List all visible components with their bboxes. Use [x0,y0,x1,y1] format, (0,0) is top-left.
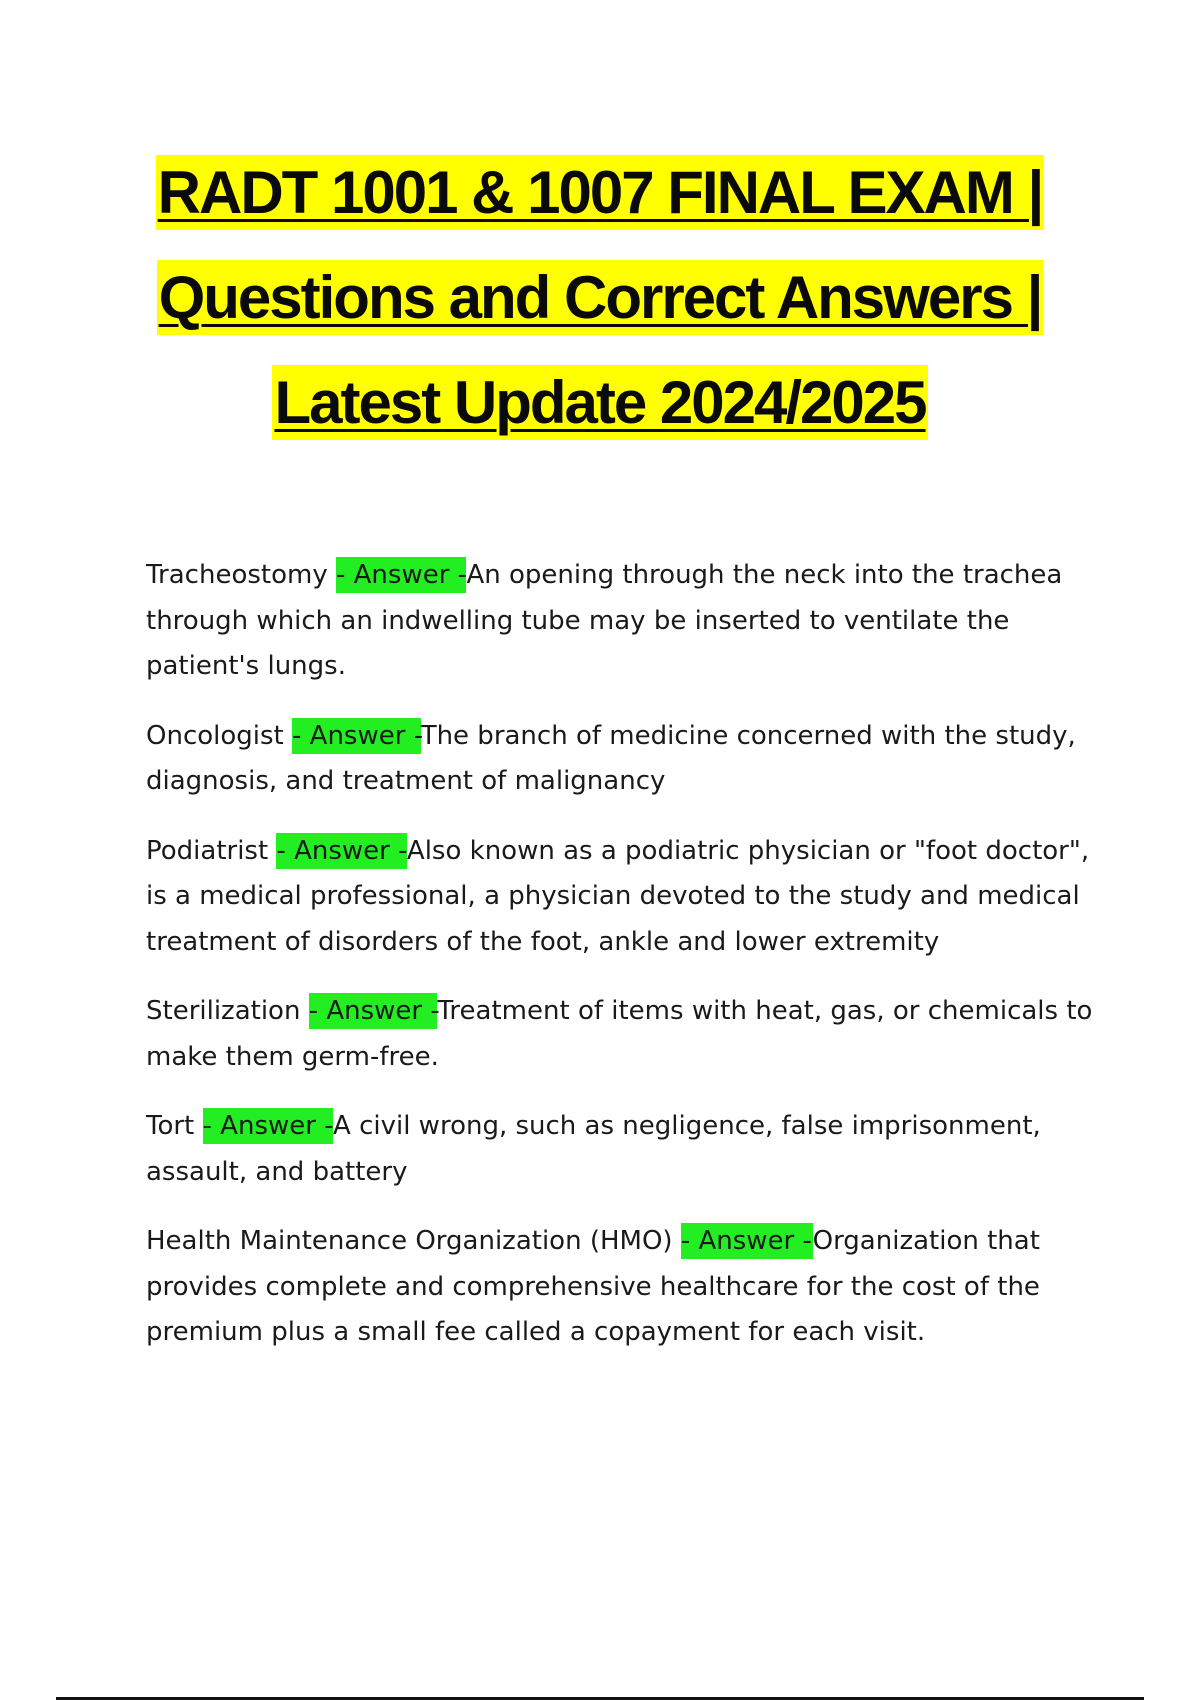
qa-term: Health Maintenance Organization (HMO) [146,1226,681,1256]
qa-entry-sterilization [146,989,1096,1080]
qa-answer: The branch of medicine concerned with the study, diagnosis, and treatment of malignancy [146,720,1076,796]
title-line-3-text: Latest Update 2024/2025 [272,365,927,440]
answer-separator: - Answer - [292,718,421,754]
title-line-1-text: RADT 1001 & 1007 FINAL EXAM | [156,155,1045,230]
title-line-2 [80,245,1120,350]
qa-entry-podiatrist [146,829,1096,966]
qa-list [146,553,1096,1380]
document-title [80,140,1120,455]
title-line-2-text: Questions and Correct Answers | [157,260,1044,335]
answer-separator: - Answer - [309,993,438,1029]
answer-separator: - Answer - [276,833,406,869]
qa-answer: A civil wrong, such as negligence, false imprisonment, assault, and battery [146,1111,1041,1187]
qa-term: Sterilization [146,996,309,1026]
qa-entry-tort [146,1104,1096,1195]
qa-entry-tracheostomy [146,553,1096,690]
qa-term: Oncologist [146,720,293,751]
title-line-3 [80,350,1120,455]
qa-entry-hmo [146,1219,1096,1356]
qa-answer: Treatment of items with heat, gas, or chemicals to make them germ-free. [146,996,1093,1072]
qa-answer: Also known as a podiatric physician or "foot doctor", is a medical professional, a physician devoted to the study and medical treatment of disorders of the foot, ankle and lower extremity [146,835,1090,957]
qa-answer: An opening through the neck into the trachea through which an indwelling tube may be inserted to ventilate the patient's lungs. [146,560,1063,681]
qa-term: Tracheostomy [146,560,336,590]
title-line-1 [80,140,1120,245]
qa-term: Podiatrist [146,835,277,866]
qa-entry-oncologist [146,714,1096,805]
answer-separator: - Answer - [681,1223,813,1259]
answer-separator: - Answer - [203,1108,333,1144]
qa-answer: Organization that provides complete and comprehensive healthcare for the cost of the premium plus a small fee called a copayment for each visit. [146,1226,1040,1347]
qa-term: Tort [146,1111,203,1141]
answer-separator: - Answer - [336,557,466,593]
